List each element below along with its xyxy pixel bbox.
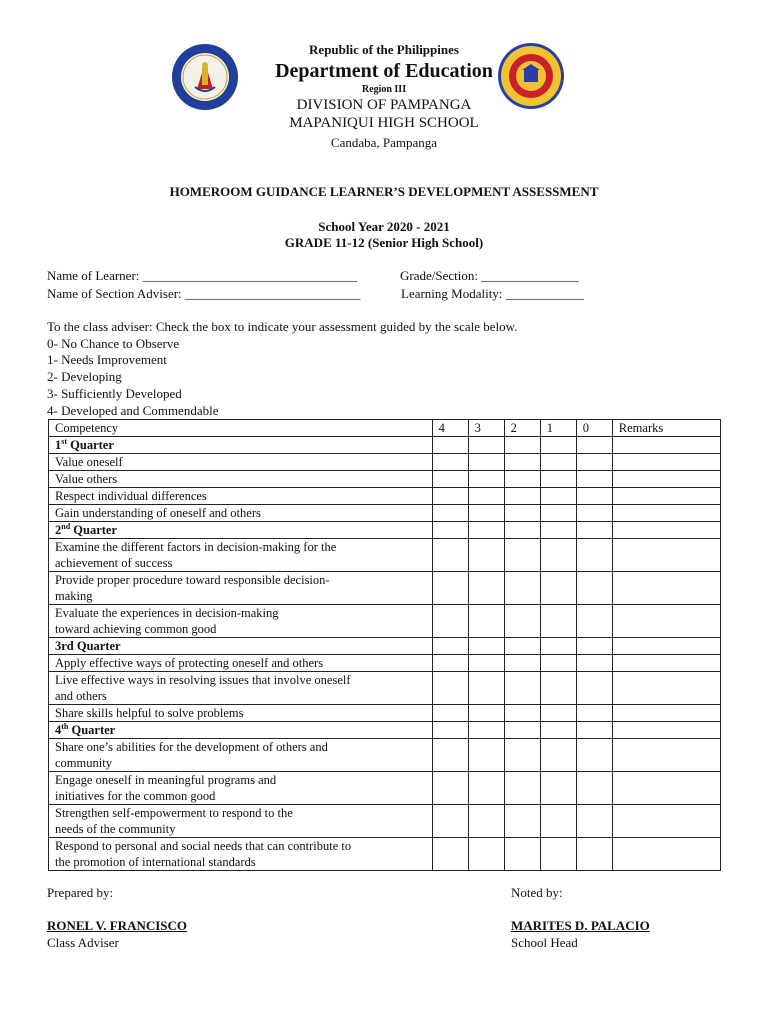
rating-cell [432, 638, 468, 655]
rating-checkbox-cell[interactable] [432, 805, 468, 838]
quarter-row [49, 437, 721, 454]
competency-text: making [55, 589, 93, 603]
column-header: 2 [504, 420, 540, 437]
competency-cell [49, 572, 433, 605]
competency-text: Value oneself [55, 455, 123, 469]
rating-checkbox-cell[interactable] [468, 454, 504, 471]
remarks-cell[interactable] [612, 471, 720, 488]
rating-cell [504, 638, 540, 655]
rating-checkbox-cell[interactable] [432, 572, 468, 605]
quarter-word: Quarter [67, 438, 114, 452]
remarks-cell[interactable] [612, 454, 720, 471]
rating-checkbox-cell[interactable] [504, 705, 540, 722]
rating-checkbox-cell[interactable] [432, 488, 468, 505]
grade-section-field[interactable]: Grade/Section: _______________ [400, 268, 579, 283]
rating-cell [576, 522, 612, 539]
quarter-number: 4 [55, 723, 62, 737]
competency-text: Examine the different factors in decision-making for the [55, 540, 337, 554]
remarks-cell[interactable] [612, 488, 720, 505]
rating-checkbox-cell[interactable] [432, 838, 468, 871]
competency-text: Engage oneself in meaningful programs and [55, 773, 277, 787]
quarter-word: Quarter [70, 523, 118, 537]
table-row [49, 772, 721, 805]
remarks-cell[interactable] [612, 539, 720, 572]
rating-cell [504, 522, 540, 539]
rating-checkbox-cell[interactable] [540, 505, 576, 522]
rating-checkbox-cell[interactable] [540, 605, 576, 638]
rating-cell [576, 638, 612, 655]
rating-cell [468, 722, 504, 739]
rating-checkbox-cell[interactable] [540, 838, 576, 871]
table-row [49, 454, 721, 471]
rating-cell [576, 722, 612, 739]
rating-checkbox-cell[interactable] [540, 454, 576, 471]
rating-checkbox-cell[interactable] [432, 739, 468, 772]
table-row [49, 739, 721, 772]
competency-cell [49, 772, 433, 805]
quarter-label [49, 638, 433, 655]
remarks-cell [612, 722, 720, 739]
remarks-cell[interactable] [612, 705, 720, 722]
competency-text: Apply effective ways of protecting oneself and others [55, 656, 324, 670]
rating-checkbox-cell[interactable] [504, 454, 540, 471]
column-header: 0 [576, 420, 612, 437]
rating-checkbox-cell[interactable] [540, 739, 576, 772]
school-year: School Year 2020 - 2021 [318, 219, 450, 234]
rating-checkbox-cell[interactable] [504, 672, 540, 705]
rating-checkbox-cell[interactable] [504, 572, 540, 605]
rating-checkbox-cell[interactable] [468, 739, 504, 772]
remarks-cell [612, 638, 720, 655]
quarter-ordinal: st [61, 436, 68, 446]
remarks-cell[interactable] [612, 772, 720, 805]
rating-checkbox-cell[interactable] [504, 505, 540, 522]
scale-item: 4- Developed and Commendable [47, 403, 219, 418]
rating-checkbox-cell[interactable] [468, 655, 504, 672]
column-header: 1 [540, 420, 576, 437]
quarter-number: 2 [55, 523, 62, 537]
rating-checkbox-cell[interactable] [504, 739, 540, 772]
remarks-cell[interactable] [612, 739, 720, 772]
rating-checkbox-cell[interactable] [540, 471, 576, 488]
rating-checkbox-cell[interactable] [576, 505, 612, 522]
table-row [49, 838, 721, 871]
quarter-label [49, 437, 433, 454]
remarks-cell[interactable] [612, 572, 720, 605]
rating-cell [540, 437, 576, 454]
rating-checkbox-cell[interactable] [576, 672, 612, 705]
quarter-number: 1 [55, 438, 62, 452]
rating-checkbox-cell[interactable] [468, 572, 504, 605]
competency-text: Share one’s abilities for the development of others and [55, 740, 328, 754]
rating-checkbox-cell[interactable] [576, 605, 612, 638]
adviser-title: Class Adviser [47, 935, 119, 950]
division-heading: DIVISION OF PAMPANGA [296, 97, 472, 113]
rating-checkbox-cell[interactable] [504, 488, 540, 505]
quarter-row [49, 638, 721, 655]
rating-cell [504, 437, 540, 454]
competency-text: Live effective ways in resolving issues that involve oneself [55, 673, 351, 687]
quarter-ordinal: nd [61, 521, 71, 531]
rating-checkbox-cell[interactable] [468, 805, 504, 838]
remarks-cell[interactable] [612, 838, 720, 871]
competency-cell [49, 505, 433, 522]
rating-checkbox-cell[interactable] [432, 605, 468, 638]
remarks-cell [612, 522, 720, 539]
rating-cell [468, 522, 504, 539]
remarks-cell[interactable] [612, 505, 720, 522]
school-heading: MAPANIQUI HIGH SCHOOL [289, 115, 479, 131]
rating-checkbox-cell[interactable] [432, 454, 468, 471]
instructions-text: To the class adviser: Check the box to indicate your assessment guided by the scale below. [47, 319, 518, 334]
rating-cell [504, 722, 540, 739]
rating-checkbox-cell[interactable] [432, 705, 468, 722]
table-row [49, 605, 721, 638]
remarks-cell[interactable] [612, 805, 720, 838]
rating-checkbox-cell[interactable] [468, 471, 504, 488]
competency-cell [49, 488, 433, 505]
rating-checkbox-cell[interactable] [540, 705, 576, 722]
rating-checkbox-cell[interactable] [576, 572, 612, 605]
rating-checkbox-cell[interactable] [540, 572, 576, 605]
competency-text: toward achieving common good [55, 622, 217, 636]
rating-checkbox-cell[interactable] [432, 672, 468, 705]
rating-checkbox-cell[interactable] [432, 655, 468, 672]
competency-cell [49, 655, 433, 672]
rating-checkbox-cell[interactable] [432, 505, 468, 522]
rating-checkbox-cell[interactable] [468, 605, 504, 638]
rating-checkbox-cell[interactable] [540, 805, 576, 838]
rating-checkbox-cell[interactable] [468, 705, 504, 722]
prepared-by-label: Prepared by: [47, 885, 114, 900]
competency-cell [49, 539, 433, 572]
table-row [49, 805, 721, 838]
learning-modality-field[interactable]: Learning Modality: ____________ [401, 286, 584, 301]
rating-cell [540, 722, 576, 739]
rating-checkbox-cell[interactable] [576, 739, 612, 772]
republic-heading: Republic of the Philippines [309, 42, 459, 57]
rating-checkbox-cell[interactable] [576, 838, 612, 871]
rating-checkbox-cell[interactable] [468, 772, 504, 805]
competency-text: initiatives for the common good [55, 789, 216, 803]
table-row [49, 672, 721, 705]
competency-text: achievement of success [55, 556, 173, 570]
quarter-label [49, 522, 433, 539]
competency-text: Share skills helpful to solve problems [55, 706, 244, 720]
competency-cell [49, 605, 433, 638]
rating-checkbox-cell[interactable] [576, 705, 612, 722]
column-header: 4 [432, 420, 468, 437]
scale-item: 0- No Chance to Observe [47, 336, 180, 351]
scale-item: 1- Needs Improvement [47, 352, 167, 367]
competency-cell [49, 739, 433, 772]
rating-cell [540, 522, 576, 539]
rating-checkbox-cell[interactable] [468, 672, 504, 705]
column-header: Remarks [612, 420, 720, 437]
scale-item: 3- Sufficiently Developed [47, 386, 182, 401]
rating-cell [540, 638, 576, 655]
table-row [49, 471, 721, 488]
quarter-row [49, 722, 721, 739]
table-row [49, 505, 721, 522]
table-row [49, 705, 721, 722]
rating-checkbox-cell[interactable] [540, 672, 576, 705]
competency-text: community [55, 756, 112, 770]
rating-cell [432, 437, 468, 454]
column-header: 3 [468, 420, 504, 437]
competency-text: Value others [55, 472, 118, 486]
rating-checkbox-cell[interactable] [432, 539, 468, 572]
rating-checkbox-cell[interactable] [468, 539, 504, 572]
grade-level: GRADE 11-12 (Senior High School) [284, 235, 484, 250]
adviser-name-field[interactable]: Name of Section Adviser: ___________________________ [47, 286, 361, 301]
document-title: HOMEROOM GUIDANCE LEARNER’S DEVELOPMENT ASSESSMENT [169, 184, 599, 199]
rating-checkbox-cell[interactable] [504, 655, 540, 672]
rating-checkbox-cell[interactable] [540, 488, 576, 505]
learner-name-field[interactable]: Name of Learner: _________________________________ [47, 268, 358, 283]
noted-by-label: Noted by: [511, 885, 563, 900]
rating-checkbox-cell[interactable] [540, 539, 576, 572]
competency-text: needs of the community [55, 822, 176, 836]
adviser-name: RONEL V. FRANCISCO [47, 918, 188, 933]
competency-text: and others [55, 689, 107, 703]
table-row [49, 488, 721, 505]
quarter-label [49, 722, 433, 739]
department-heading: Department of Education [275, 60, 493, 82]
competency-text: Strengthen self-empowerment to respond to the [55, 806, 293, 820]
remarks-cell[interactable] [612, 605, 720, 638]
rating-checkbox-cell[interactable] [468, 838, 504, 871]
quarter-row [49, 522, 721, 539]
school-head-name: MARITES D. PALACIO [511, 918, 650, 933]
table-row [49, 572, 721, 605]
rating-checkbox-cell[interactable] [432, 471, 468, 488]
rating-cell [468, 437, 504, 454]
rating-checkbox-cell[interactable] [504, 838, 540, 871]
competency-cell [49, 471, 433, 488]
rating-checkbox-cell[interactable] [576, 805, 612, 838]
column-header: Competency [49, 420, 433, 437]
rating-checkbox-cell[interactable] [504, 805, 540, 838]
competency-text: Gain understanding of oneself and others [55, 506, 261, 520]
rating-checkbox-cell[interactable] [576, 655, 612, 672]
rating-cell [468, 638, 504, 655]
rating-checkbox-cell[interactable] [576, 488, 612, 505]
rating-checkbox-cell[interactable] [468, 505, 504, 522]
remarks-cell [612, 437, 720, 454]
rating-checkbox-cell[interactable] [468, 488, 504, 505]
rating-cell [432, 722, 468, 739]
competency-cell [49, 805, 433, 838]
region-heading: Region III [361, 84, 407, 95]
rating-checkbox-cell[interactable] [576, 772, 612, 805]
table-row [49, 655, 721, 672]
competency-text: Respond to personal and social needs that can contribute to [55, 839, 352, 853]
town-heading: Candaba, Pampanga [330, 135, 438, 150]
rating-cell [432, 522, 468, 539]
rating-checkbox-cell[interactable] [504, 471, 540, 488]
rating-checkbox-cell[interactable] [576, 471, 612, 488]
competency-cell [49, 705, 433, 722]
competency-text: Respect individual differences [55, 489, 207, 503]
scale-item: 2- Developing [47, 369, 122, 384]
quarter-word: Quarter [68, 723, 116, 737]
remarks-cell[interactable] [612, 655, 720, 672]
competency-text: Provide proper procedure toward responsible decision- [55, 573, 330, 587]
table-header-row [49, 420, 721, 437]
rating-checkbox-cell[interactable] [540, 655, 576, 672]
rating-checkbox-cell[interactable] [576, 454, 612, 471]
rating-checkbox-cell[interactable] [540, 772, 576, 805]
competency-text: the promotion of international standards [55, 855, 256, 869]
quarter-number: 3rd Quarter [55, 639, 121, 653]
remarks-cell[interactable] [612, 672, 720, 705]
rating-cell [576, 437, 612, 454]
rating-checkbox-cell[interactable] [504, 539, 540, 572]
competency-text: Evaluate the experiences in decision-making [55, 606, 279, 620]
rating-checkbox-cell[interactable] [504, 772, 540, 805]
school-head-title: School Head [511, 935, 578, 950]
rating-checkbox-cell[interactable] [576, 539, 612, 572]
assessment-table [48, 419, 721, 871]
competency-cell [49, 454, 433, 471]
rating-checkbox-cell[interactable] [504, 605, 540, 638]
rating-checkbox-cell[interactable] [432, 772, 468, 805]
table-row [49, 539, 721, 572]
competency-cell [49, 672, 433, 705]
quarter-ordinal: th [61, 721, 69, 731]
competency-cell [49, 838, 433, 871]
